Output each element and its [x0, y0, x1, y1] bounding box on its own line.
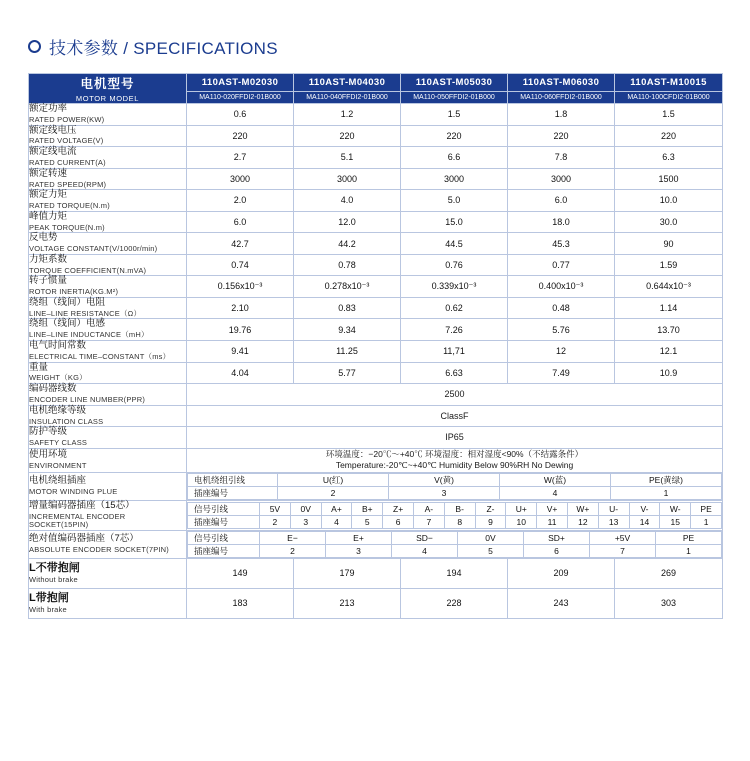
cell: 243	[508, 588, 615, 618]
row-label: 反电势 VOLTAGE CONSTANT(V/1000r/min)	[29, 233, 187, 255]
cell-merged: ClassF	[187, 405, 723, 427]
row-label: 电机绕组插座 MOTOR WINDING PLUE	[29, 472, 187, 500]
cell: 0.74	[187, 254, 294, 276]
cell: 4.0	[294, 190, 401, 212]
cell: 6.0	[508, 190, 615, 212]
cell: 11.25	[294, 341, 401, 363]
table-row-environment	[29, 448, 723, 472]
incremental-pin: 4	[321, 515, 352, 528]
winding-signal: V(黄)	[389, 473, 500, 486]
cell: 179	[294, 558, 401, 588]
cell: 45.3	[508, 233, 615, 255]
absolute-pin: 6	[524, 544, 590, 557]
cell: 149	[187, 558, 294, 588]
cell: 42.7	[187, 233, 294, 255]
cell: 303	[615, 588, 723, 618]
absolute-signal-row	[188, 531, 722, 544]
row-label: 重量 WEIGHT（KG）	[29, 362, 187, 384]
cell: 5.76	[508, 319, 615, 341]
incremental-pin: 11	[537, 515, 568, 528]
model-standard-1: MA110-040FFDI2-01B000	[294, 92, 401, 104]
cell: 12.1	[615, 341, 723, 363]
model-standard-4: MA110-100CFDI2-01B000	[615, 92, 723, 104]
cell: 1.14	[615, 297, 723, 319]
incremental-signal: 5V	[260, 502, 291, 515]
winding-signal: W(蓝)	[500, 473, 611, 486]
environment-values	[187, 448, 723, 472]
table-body	[29, 104, 723, 619]
cell: 0.156x10⁻³	[187, 276, 294, 298]
incremental-pin-label: 插座编号	[188, 515, 260, 528]
table-row	[29, 233, 723, 255]
incremental-signal: W+	[567, 502, 598, 515]
absolute-signal: E−	[260, 531, 326, 544]
cell-merged: IP65	[187, 427, 723, 449]
row-label: 电机绝缘等级 INSULATION CLASS	[29, 405, 187, 427]
row-label: 额定线电流 RATED CURRENT(A)	[29, 147, 187, 169]
cell: 0.644x10⁻³	[615, 276, 723, 298]
cell: 2.0	[187, 190, 294, 212]
incremental-signal-row	[188, 502, 722, 515]
model-standard-2: MA110-050FFDI2-01B000	[401, 92, 508, 104]
table-row-length	[29, 558, 723, 588]
cell: 3000	[508, 168, 615, 190]
cell: 6.63	[401, 362, 508, 384]
cell: 6.0	[187, 211, 294, 233]
incremental-pin: 12	[567, 515, 598, 528]
table-row	[29, 362, 723, 384]
cell: 213	[294, 588, 401, 618]
incremental-pin: 10	[506, 515, 537, 528]
row-label: 绝对值编码器插座（7芯） ABSOLUTE ENCODER SOCKET(7PIN)	[29, 530, 187, 558]
table-row-absolute-encoder	[29, 530, 723, 558]
incremental-matrix	[187, 500, 723, 530]
cell: 228	[401, 588, 508, 618]
row-label: 额定功率 RATED POWER(KW)	[29, 104, 187, 126]
page-title	[28, 0, 722, 73]
cell: 0.77	[508, 254, 615, 276]
table-row	[29, 319, 723, 341]
cell: 19.76	[187, 319, 294, 341]
cell: 2.10	[187, 297, 294, 319]
table-row	[29, 168, 723, 190]
cell: 0.83	[294, 297, 401, 319]
cell: 4.04	[187, 362, 294, 384]
winding-signal: U(红)	[278, 473, 389, 486]
table-row	[29, 147, 723, 169]
winding-matrix	[187, 472, 723, 500]
environment-line-en: Temperature:-20℃~+40℃ Humidity Below 90%RH No Dewing	[335, 460, 574, 471]
cell: 9.41	[187, 341, 294, 363]
row-label: 绕组（线间）电阻 LINE–LINE RESISTANCE（Ω）	[29, 297, 187, 319]
cell: 269	[615, 558, 723, 588]
model-simple-1: 110AST-M04030	[294, 74, 401, 92]
cell: 44.5	[401, 233, 508, 255]
cell: 10.9	[615, 362, 723, 384]
incremental-signal: A-	[413, 502, 444, 515]
circle-outline-icon	[28, 40, 41, 53]
model-simple-2: 110AST-M05030	[401, 74, 508, 92]
row-label: L带抱闸 With brake	[29, 588, 187, 618]
absolute-signal-label: 信号引线	[188, 531, 260, 544]
cell: 10.0	[615, 190, 723, 212]
incremental-signal: V+	[537, 502, 568, 515]
cell: 0.78	[294, 254, 401, 276]
cell: 220	[401, 125, 508, 147]
incremental-pin: 13	[598, 515, 629, 528]
absolute-signal: PE	[656, 531, 722, 544]
incremental-signal: U-	[598, 502, 629, 515]
incremental-pin-row	[188, 515, 722, 528]
winding-signal-row	[188, 473, 722, 486]
absolute-pin: 2	[260, 544, 326, 557]
cell: 5.0	[401, 190, 508, 212]
incremental-pin: 8	[444, 515, 475, 528]
cell: 1500	[615, 168, 723, 190]
cell: 1.5	[401, 104, 508, 126]
incremental-pin: 7	[413, 515, 444, 528]
cell: 9.34	[294, 319, 401, 341]
absolute-pin: 3	[326, 544, 392, 557]
cell: 183	[187, 588, 294, 618]
motor-model-label: 电机型号 MOTOR MODEL	[29, 74, 187, 104]
table-row	[29, 427, 723, 449]
incremental-signal: W-	[660, 502, 691, 515]
cell: 7.26	[401, 319, 508, 341]
row-label: 使用环境 ENVIRONMENT	[29, 448, 187, 472]
cell: 18.0	[508, 211, 615, 233]
winding-pin-row	[188, 486, 722, 499]
incremental-signal: PE	[691, 502, 722, 515]
table-row	[29, 190, 723, 212]
model-standard-0: MA110-020FFDI2-01B000	[187, 92, 294, 104]
row-label: 额定线电压 RATED VOLTAGE(V)	[29, 125, 187, 147]
incremental-signal: Z-	[475, 502, 506, 515]
cell: 7.8	[508, 147, 615, 169]
row-label: 电气时间常数 ELECTRICAL TIME–CONSTANT（ms）	[29, 341, 187, 363]
winding-pin-label: 插座编号	[188, 486, 278, 499]
table-row-winding	[29, 472, 723, 500]
cell: 1.2	[294, 104, 401, 126]
cell: 0.62	[401, 297, 508, 319]
row-label: 额定转速 RATED SPEED(RPM)	[29, 168, 187, 190]
model-simple-4: 110AST-M10015	[615, 74, 723, 92]
incremental-pin: 1	[691, 515, 722, 528]
row-label: 绕组（线间）电感 LINE–LINE INDUCTANCE（mH）	[29, 319, 187, 341]
cell: 44.2	[294, 233, 401, 255]
cell: 194	[401, 558, 508, 588]
absolute-pin-label: 插座编号	[188, 544, 260, 557]
table-row	[29, 297, 723, 319]
table-row	[29, 384, 723, 406]
absolute-signal: 0V	[458, 531, 524, 544]
incremental-pin: 6	[383, 515, 414, 528]
row-label: 转子惯量 ROTOR INERTIA(KG.M²)	[29, 276, 187, 298]
absolute-pin-row	[188, 544, 722, 557]
cell: 15.0	[401, 211, 508, 233]
incremental-pin: 3	[290, 515, 321, 528]
table-row	[29, 405, 723, 427]
cell: 12.0	[294, 211, 401, 233]
cell: 5.1	[294, 147, 401, 169]
absolute-signal: E+	[326, 531, 392, 544]
winding-pin: 1	[611, 486, 722, 499]
cell: 1.59	[615, 254, 723, 276]
incremental-signal: B+	[352, 502, 383, 515]
model-simple-0: 110AST-M02030	[187, 74, 294, 92]
table-row-incremental-encoder	[29, 500, 723, 530]
table-row-length	[29, 588, 723, 618]
cell: 11,71	[401, 341, 508, 363]
table-row	[29, 341, 723, 363]
absolute-pin: 1	[656, 544, 722, 557]
absolute-matrix	[187, 530, 723, 558]
row-label: 峰值力矩 PEAK TORQUE(N.m)	[29, 211, 187, 233]
cell: 0.400x10⁻³	[508, 276, 615, 298]
table-row	[29, 125, 723, 147]
cell: 12	[508, 341, 615, 363]
specifications-table	[28, 73, 723, 619]
row-label: L不带抱闸 Without brake	[29, 558, 187, 588]
incremental-pin: 14	[629, 515, 660, 528]
absolute-pin: 4	[392, 544, 458, 557]
cell: 6.3	[615, 147, 723, 169]
incremental-pin: 15	[660, 515, 691, 528]
cell: 0.278x10⁻³	[294, 276, 401, 298]
cell: 90	[615, 233, 723, 255]
cell: 30.0	[615, 211, 723, 233]
incremental-signal: U+	[506, 502, 537, 515]
cell: 0.6	[187, 104, 294, 126]
page-title-text: 技术参数 / SPECIFICATIONS	[49, 39, 278, 58]
model-simple-3: 110AST-M06030	[508, 74, 615, 92]
incremental-signal: 0V	[290, 502, 321, 515]
cell: 0.48	[508, 297, 615, 319]
cell: 2.7	[187, 147, 294, 169]
cell: 1.8	[508, 104, 615, 126]
winding-pin: 2	[278, 486, 389, 499]
cell: 3000	[187, 168, 294, 190]
incremental-signal: A+	[321, 502, 352, 515]
cell: 3000	[294, 168, 401, 190]
cell: 0.339x10⁻³	[401, 276, 508, 298]
cell: 5.77	[294, 362, 401, 384]
incremental-signal: Z+	[383, 502, 414, 515]
cell: 220	[294, 125, 401, 147]
table-row	[29, 276, 723, 298]
winding-pin: 3	[389, 486, 500, 499]
incremental-signal: V-	[629, 502, 660, 515]
cell: 3000	[401, 168, 508, 190]
winding-signal-label: 电机绕组引线	[188, 473, 278, 486]
cell: 220	[615, 125, 723, 147]
header-row-simple	[29, 74, 723, 92]
row-label: 增量编码器插座（15芯） INCREMENTAL ENCODER SOCKET(15PIN)	[29, 500, 187, 530]
cell: 6.6	[401, 147, 508, 169]
table-row	[29, 211, 723, 233]
incremental-pin: 5	[352, 515, 383, 528]
incremental-signal-label: 信号引线	[188, 502, 260, 515]
cell: 0.76	[401, 254, 508, 276]
absolute-signal: +5V	[590, 531, 656, 544]
cell: 1.5	[615, 104, 723, 126]
table-row	[29, 104, 723, 126]
row-label: 编码器线数 ENCODER LINE NUMBER(PPR)	[29, 384, 187, 406]
winding-signal: PE(黄绿)	[611, 473, 722, 486]
environment-line-cn: 环境温度：−20℃～+40℃ 环境湿度：相对湿度<90%（不结露条件）	[325, 448, 584, 459]
table-header	[29, 74, 723, 104]
absolute-pin: 5	[458, 544, 524, 557]
absolute-pin: 7	[590, 544, 656, 557]
absolute-signal: SD+	[524, 531, 590, 544]
incremental-signal: B-	[444, 502, 475, 515]
cell: 220	[187, 125, 294, 147]
row-label: 额定力矩 RATED TORQUE(N.m)	[29, 190, 187, 212]
cell: 220	[508, 125, 615, 147]
cell: 13.70	[615, 319, 723, 341]
cell: 7.49	[508, 362, 615, 384]
cell-merged: 2500	[187, 384, 723, 406]
row-label: 防护等级 SAFETY CLASS	[29, 427, 187, 449]
absolute-signal: SD−	[392, 531, 458, 544]
cell: 209	[508, 558, 615, 588]
row-label: 力矩系数 TORQUE COEFFICIENT(N.mVA)	[29, 254, 187, 276]
model-standard-3: MA110-060FFDI2-01B000	[508, 92, 615, 104]
incremental-pin: 2	[260, 515, 291, 528]
incremental-pin: 9	[475, 515, 506, 528]
winding-pin: 4	[500, 486, 611, 499]
table-row	[29, 254, 723, 276]
